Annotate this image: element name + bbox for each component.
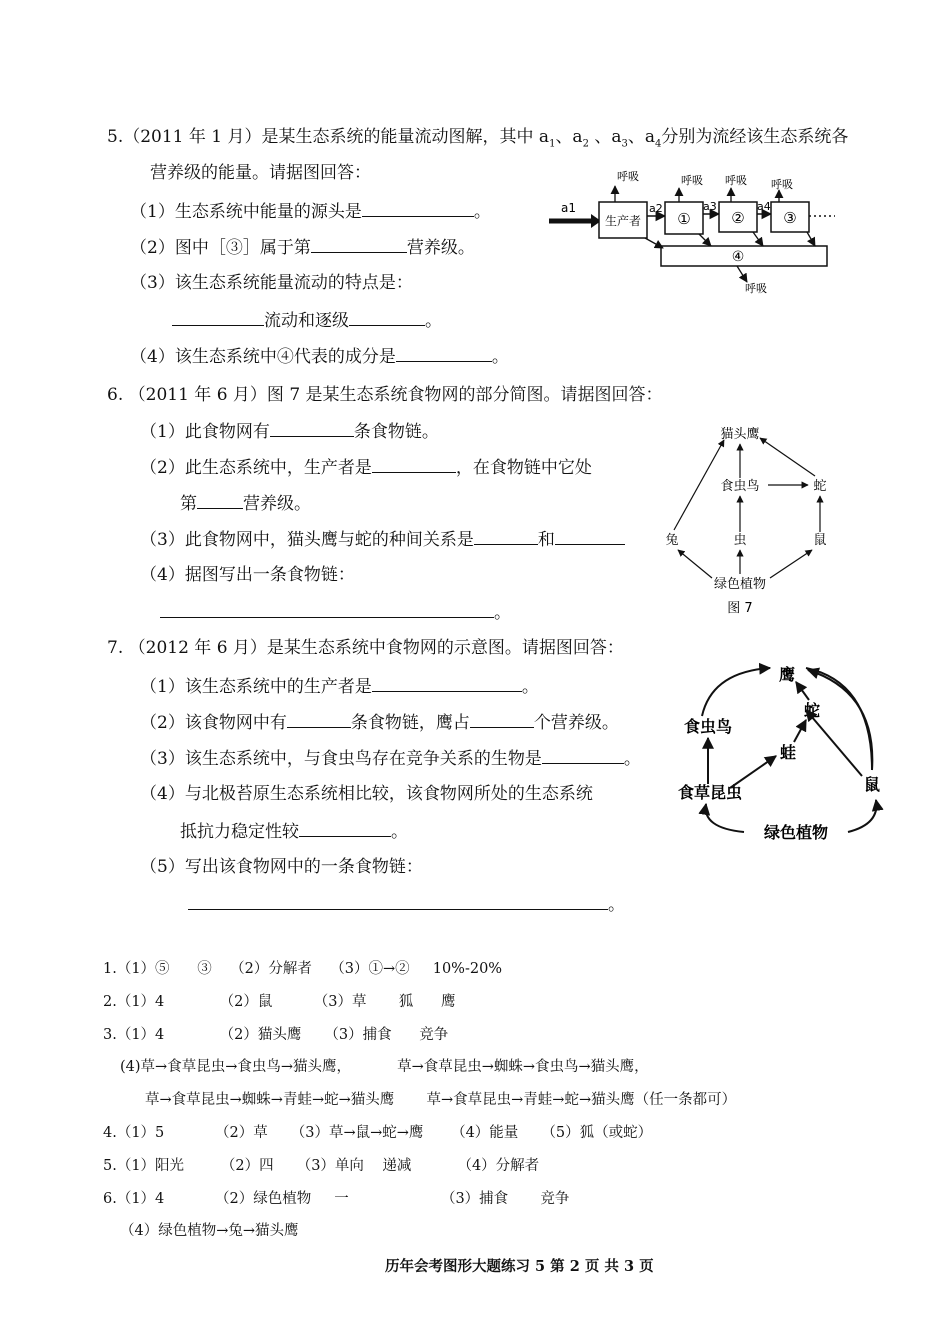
q7-p2-text: （2）该食物网中有 [140,713,287,733]
breath-3: 呼吸 [725,174,747,187]
answer-line-7: 5.（1）阳光 （2）四 （3）单向 递减 （4）分解者 [103,1158,540,1174]
q7-part3 [140,746,641,770]
q6-p3-blank2[interactable] [555,527,625,545]
breath-1: 呼吸 [617,170,639,183]
q7-p5-blank[interactable] [188,892,608,910]
q6-p2-blank1[interactable] [372,455,456,473]
q6-p2-text: （2）此生态系统中，生产者是 [140,458,372,478]
q7-part4b [180,819,408,843]
node-insectivorous-bird: 食虫鸟 [683,717,733,736]
a4-label: a4 [757,200,771,213]
q7-p2-blank1[interactable] [287,710,351,728]
q7-p1-end: 。 [521,677,539,697]
node-herbivorous-insect: 食草昆虫 [677,783,743,802]
answer-line-6: 4.（1）5 （2）草 （3）草→鼠→蛇→鹰 （4）能量 （5）狐（或蛇） [103,1125,653,1141]
q6-p1-blank[interactable] [270,419,354,437]
decomposer-label: ④ [731,249,745,265]
node-owl: 猫头鹰 [720,427,760,442]
q5-part3: （3）该生态系统能量流动的特点是： [130,273,413,293]
q5-sep-3: 、a [627,127,656,147]
q5-sub-3: 3 [621,138,628,150]
node-insectivorous-bird: 食虫鸟 [720,479,760,494]
a2-label: a2 [649,202,663,215]
answer-line-4: (4)草→食草昆虫→食虫鸟→猫头鹰， 草→食草昆虫→蜘蛛→食虫鸟→猫头鹰， [120,1059,649,1075]
node-snake: 蛇 [803,701,821,720]
q5-p4-end: 。 [491,347,509,367]
q7-part5-answer [188,892,625,916]
answer-line-8: 6.（1）4 （2）绿色植物 一 （3）捕食 竞争 [103,1191,570,1207]
q7-p2-tail: 个营养级。 [533,713,619,733]
node-green-plants: 绿色植物 [763,823,829,842]
q7-part2 [140,710,619,734]
node-eagle: 鹰 [778,665,796,684]
q6-p2-blank2[interactable] [197,491,243,509]
q7-p3-text: （3）该生态系统中，与食虫鸟存在竞争关系的生物是 [140,749,542,769]
answer-line-5: 草→食草昆虫→蜘蛛→青蛙→蛇→猫头鹰 草→食草昆虫→青蛙→蛇→猫头鹰（任一条都可） [145,1092,737,1108]
q5-sep-1: 、a [555,127,583,147]
answer-line-3: 3.（1）4 （2）猫头鹰 （3）捕食 竞争 [103,1027,449,1043]
q6-part4-answer [160,600,511,624]
q5-sub-2: 2 [582,138,589,150]
q5-stem-text: 5.（2011 年 1 月）是某生态系统的能量流动图解，其中 a [107,127,550,147]
node-mouse: 鼠 [863,775,881,794]
page-footer: 历年会考图形大题练习 5 第 2 页 共 3 页 [385,1258,654,1275]
answer-line-9: （4）绿色植物→兔→猫头鹰 [120,1223,299,1239]
q6-p4-blank[interactable] [160,600,494,618]
q6-stem: 6. （2011 年 6 月）图 7 是某生态系统食物网的部分简图。请据图回答： [107,385,663,405]
q5-p2-blank[interactable] [311,235,407,253]
node-green-plants: 绿色植物 [713,577,767,592]
answer-line-1: 1.（1）⑤ ③ （2）分解者 （3）①→② 10%-20% [103,961,503,977]
q6-p1-text: （1）此食物网有 [140,422,270,442]
q7-p3-blank[interactable] [542,746,624,764]
q6-p1-tail: 条食物链。 [353,422,439,442]
q7-p2-mid: 条食物链，鹰占 [350,713,470,733]
q7-part5: （5）写出该食物网中的一条食物链： [140,857,423,877]
q5-p1-text: （1）生态系统中能量的源头是 [130,202,362,222]
q7-food-web [672,652,887,848]
q7-p1-blank[interactable] [372,674,522,692]
q6-p3-text: （3）此食物网中，猫头鹰与蛇的种间关系是 [140,530,474,550]
q6-part2 [140,455,592,479]
q7-p1-text: （1）该生态系统中的生产者是 [140,677,372,697]
q5-sub-1: 1 [549,138,556,150]
q5-part2 [130,235,475,259]
breath-5: 呼吸 [745,282,767,295]
q7-part4: （4）与北极苔原生态系统相比较，该食物网所处的生态系统 [140,784,593,804]
node-insect: 虫 [733,533,747,548]
q5-p3-blank1[interactable] [172,308,264,326]
q5-stem2: 营养级的能量。请据图回答： [150,163,371,183]
q6-p3-and: 和 [537,530,555,550]
q5-p4-blank[interactable] [396,344,492,362]
q5-p3-blank2[interactable] [349,308,425,326]
q5-sub-4: 4 [655,138,662,150]
producer-label: 生产者 [604,214,642,228]
q6-p4-end: 。 [494,603,511,623]
q5-p4-text: （4）该生态系统中④代表的成分是 [130,347,396,367]
answer-line-2: 2.（1）4 （2）鼠 （3）草 狐 鹰 [103,994,456,1010]
q6-part4: （4）据图写出一条食物链： [140,565,355,585]
q5-stem [107,126,848,155]
q5-p2-tail: 营养级。 [406,238,475,258]
q7-p4b-text: 抵抗力稳定性较 [180,822,299,842]
q7-p5-end: 。 [608,895,625,915]
a3-label: a3 [703,200,717,213]
level2-label: ② [731,209,745,227]
q6-p2-tail: ，在食物链中它处 [455,458,592,478]
fig7-food-web [660,420,850,620]
breath-4: 呼吸 [771,178,793,191]
q6-part2b [180,491,311,515]
q5-p1-blank[interactable] [362,199,474,217]
q7-p4-end: 。 [391,822,408,842]
q6-part1 [140,419,439,443]
node-snake: 蛇 [813,479,827,494]
node-mouse: 鼠 [813,533,827,548]
q5-part4 [130,344,509,368]
q7-part1 [140,674,539,698]
q7-p3-end: 。 [623,749,641,769]
fig7-caption: 图 7 [727,601,753,616]
q7-stem: 7. （2012 年 6 月）是某生态系统中食物网的示意图。请据图回答： [107,638,624,658]
q5-stem-tail: 分别为流经该生态系统各 [661,127,849,147]
q7-p4-blank[interactable] [299,819,391,837]
q6-p3-blank1[interactable] [474,527,538,545]
q5-p3-end: 。 [425,311,442,331]
q5-p3b-text: 流动和逐级 [264,311,349,331]
node-rabbit: 兔 [665,533,679,548]
q5-energy-flow-diagram [545,168,845,298]
a1-label: a1 [561,201,576,215]
q6-p2c-text: 第 [180,494,197,514]
q5-p1-end: 。 [473,202,491,222]
q5-part1 [130,199,491,223]
q6-part3 [140,527,625,551]
node-frog: 蛙 [779,743,797,762]
q5-part3b [172,308,442,332]
breath-2: 呼吸 [681,174,703,187]
q5-sep-2: 、a [588,127,622,147]
q5-p2-text: （2）图中［③］属于第 [130,238,311,258]
level1-label: ① [677,210,691,228]
q6-p2d-text: 营养级。 [243,494,311,514]
level3-label: ③ [783,209,797,227]
q7-p2-blank2[interactable] [470,710,534,728]
